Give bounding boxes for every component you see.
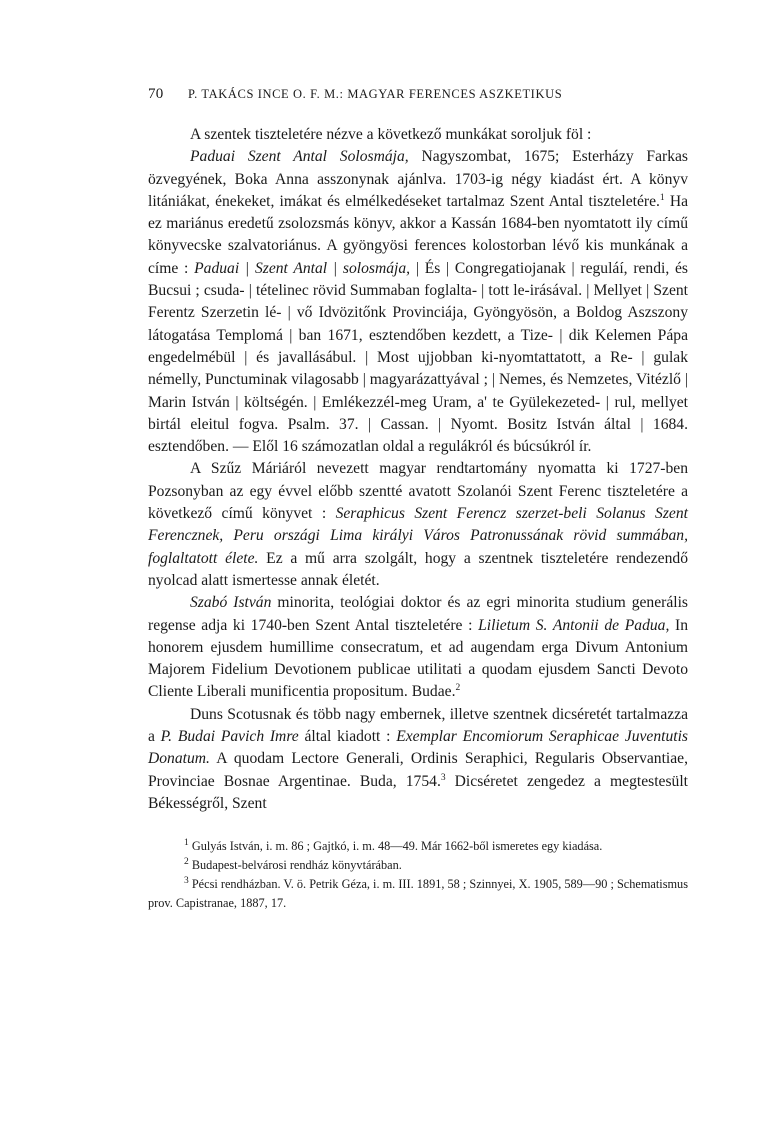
body-text xyxy=(148,124,688,815)
text-run: In honorem ejusdem humillime consecratum, et ad augendam erga Divum Antonium Majorem Fidelium Devotionem publicae utilitati a quodam ejusdem Sancti Devoto Cliente Liberali munificentia propositum. Budae. xyxy=(148,616,689,701)
text-run: Duns Scotusnak és több nagy embernek, illetve szentnek dicséretét tartalmazza a xyxy=(148,705,688,746)
italic-title: Paduai Szent Antal Solosmája, xyxy=(190,148,409,166)
italic-title: Szabó István xyxy=(190,594,272,612)
italic-title: Paduai | Szent Antal | solosmája, xyxy=(194,259,411,277)
text-run: | És | Congregatiojanak | reguláí, rendi, és Bucsui ; csuda- | tételinec rövid Summaban foglalta- | tott le-irásával. | Mellyet | Szent Ferentz Szerzetin lé- | vő Idvözitőnk Provinciája, Gyöngyösön, a Boldog Aszszony látogatása Templomá | ban 1671, esztendőben kezdett, a Tize- | dik Kelemen Pápa engedelmébül | és javallásábul. | Most ujjobban ki-nyomtattatott, a Re- | gulak némelly, Punctuminak vilagosabb | magyarázattyával ; | Nemes, és Nemzetes, Vitézlő | Marin István | költségén. | Emlékezzél-meg Uram, a' te Gyülekezeted- | rul, mellyet birtál eleitul fogva. Psalm. 37. | Cassan. | Nyomt. Bositz István által | 1684. esztendőben. — Elől 16 számozatlan oldal a regulákról és búcsúkról ír. xyxy=(148,259,688,456)
footnote xyxy=(148,837,688,856)
page xyxy=(148,86,688,913)
footnote-reference: 2 xyxy=(455,683,461,694)
text-run: Ez a mű arra szolgált, hogy a szentnek tiszteletére rendezendő nyolcad alatt ismertesse annak életét. xyxy=(148,549,688,589)
text-run: A szentek tiszteletére nézve a következő munkákat soroljuk föl : xyxy=(190,126,592,143)
italic-title: P. Budai Pavich Imre xyxy=(160,728,299,746)
footnote-mark: 2 xyxy=(184,857,189,868)
footnote-text: Gulyás István, i. m. 86 ; Gajtkó, i. m. 48—49. Már 1662-ből ismeretes egy kiadása. xyxy=(191,839,603,854)
body-paragraph xyxy=(148,124,688,146)
text-run: Ha ez mariánus eredetű zsolozsmás könyv, akkor a Kassán 1684-ben nyomtatott ily című könyvecske szalvatoriánus. A gyöngyösi ferences kolostorban lévő kis munkának a címe : xyxy=(148,192,688,277)
footnote-mark: 1 xyxy=(184,838,189,849)
footnotes xyxy=(148,837,688,913)
running-title: P. TAKÁCS INCE O. F. M.: MAGYAR FERENCES ASZKETIKUS xyxy=(188,87,563,101)
body-paragraph xyxy=(148,592,688,703)
text-run: A quodam Lectore Generali, Ordinis Seraphici, Regularis Observantiae, Provinciae Bosnae Argentinae. Buda, 1754. xyxy=(148,750,688,790)
footnote-reference: 1 xyxy=(659,192,665,203)
footnote-text: Pécsi rendházban. V. ö. Petrik Géza, i. m. III. 1891, 58 ; Szinnyei, X. 1905, 589—90 ; Schematismus prov. Capistranae, 1887, 17. xyxy=(148,877,688,911)
text-run: által kiadott : xyxy=(298,728,397,746)
italic-title: Seraphicus Szent Ferencz szerzet-beli Solanus Szent Ferencznek, Peru országi Lima királyi Város Patronussának rövid summában, foglaltatott élete. xyxy=(148,505,688,567)
footnote-mark: 3 xyxy=(184,876,189,887)
body-paragraph xyxy=(148,458,688,592)
running-header xyxy=(148,86,688,106)
body-paragraph xyxy=(148,146,688,458)
footnote xyxy=(148,856,688,875)
italic-title: Exemplar Encomiorum Seraphicae Juventutis Donatum. xyxy=(148,728,688,768)
body-paragraph xyxy=(148,704,688,815)
text-run: minorita, teológiai doktor és az egri minorita studium generális regense adja ki 1740-ben Szent Antal tiszteletére : xyxy=(148,594,689,634)
page-number: 70 xyxy=(148,86,164,102)
text-run: A Szűz Máriáról nevezett magyar rendtartomány nyomatta ki 1727-ben Pozsonyban az egy évvel előbb szentté avatott Szolanói Szent Ferenc tiszteletére a következő című könyvet : xyxy=(148,460,688,523)
text-run: Nagyszombat, 1675; Esterházy Farkas özvegyének, Boka Anna asszonynak ajánlva. 1703-ig négy kiadást ért. A könyv litániákat, énekeket, imákat és elmélkedéseket tartalmaz Szent Antal tiszteletére. xyxy=(148,148,688,210)
footnote-text: Budapest-belvárosi rendház könyvtárában. xyxy=(191,858,402,873)
text-run: Dicséretet zengedez a megtestesült Békességről, Szent xyxy=(148,772,688,812)
footnote xyxy=(148,875,688,913)
footnote-reference: 3 xyxy=(440,772,446,783)
italic-title: Lilietum S. Antonii de Padua, xyxy=(478,616,670,634)
